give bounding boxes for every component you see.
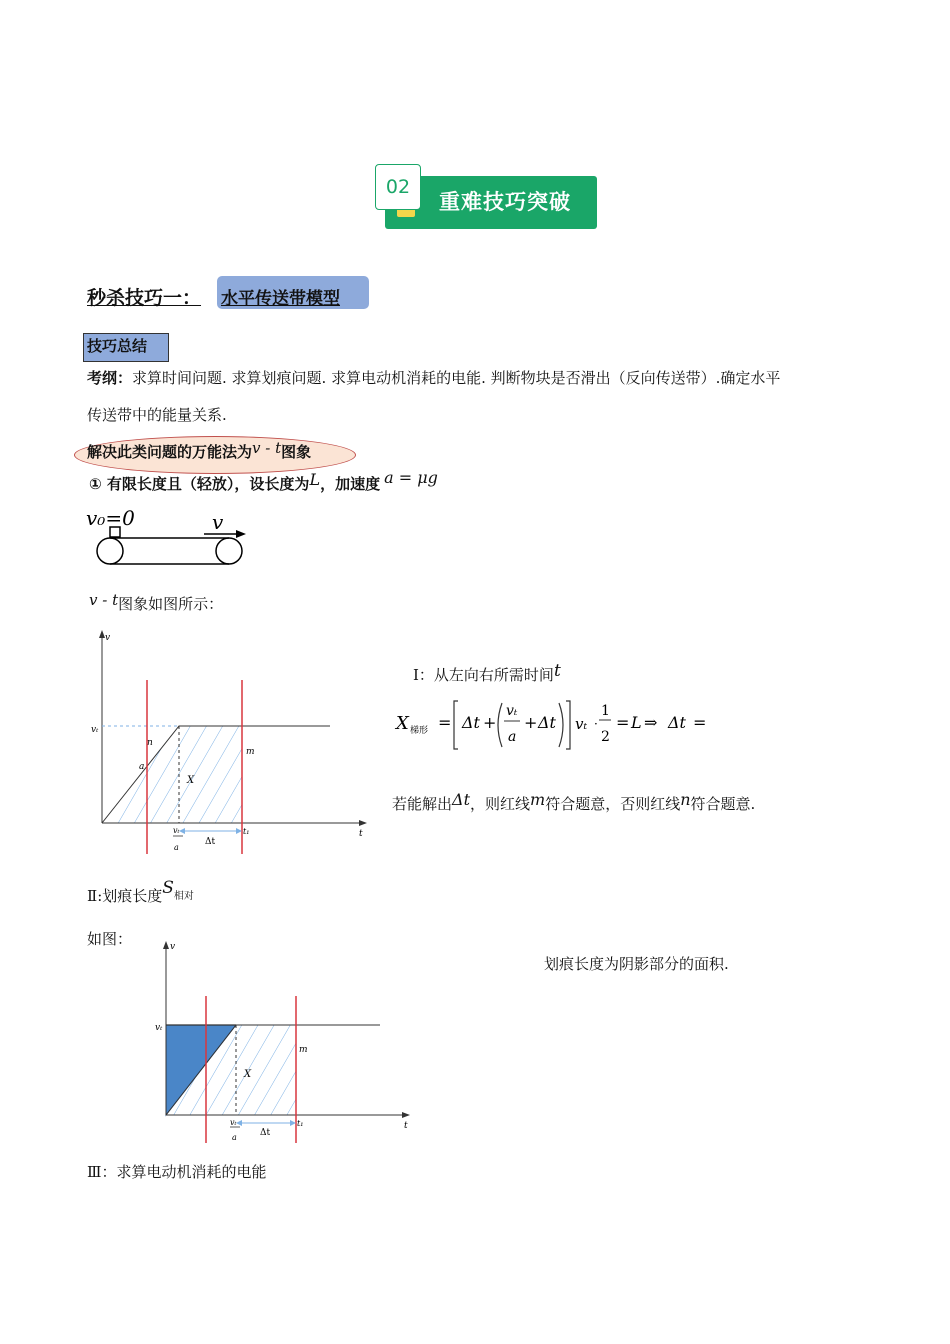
part1-formula: [392, 695, 722, 755]
case1-accel-label: ，加速度: [320, 475, 381, 493]
outline-line-2: 传送带中的能量关系.: [87, 406, 227, 424]
svg-text:=: =: [693, 713, 707, 732]
part2-figure-label: 如图：: [87, 930, 133, 948]
formula-x: X: [396, 713, 409, 734]
part1-heading-text: Ⅰ：从左向右所需时间: [413, 666, 554, 684]
part2-s-sub: 相对: [173, 891, 194, 902]
svg-text:=: =: [438, 713, 452, 732]
outline-label: 考纲：: [87, 369, 133, 387]
vt-caption: [89, 593, 223, 614]
graph1-label-x: X: [187, 775, 195, 786]
graph2-vt-label: vₜ: [155, 1023, 163, 1033]
belt-right-roller: [216, 538, 242, 564]
belt-v-label: v: [212, 510, 224, 534]
cond-dt: Δt: [452, 790, 470, 809]
graph1-label-n: n: [147, 738, 153, 748]
conveyor-belt-diagram: [84, 503, 254, 573]
svg-text:L: L: [631, 713, 642, 732]
section-prefix: 秒杀技巧一：: [87, 287, 202, 309]
graph2-frac-bottom: a: [232, 1133, 237, 1142]
graph2-label-x: X: [244, 1069, 252, 1080]
belt-v0-label: v₀=0: [86, 506, 135, 530]
method-text-after: 图象: [281, 443, 312, 461]
badge-title: 重难技巧突破: [439, 190, 571, 214]
method-statement: [87, 441, 311, 462]
cond-text-4: 符合题意.: [690, 795, 756, 813]
graph1-frac-bottom: a: [174, 843, 179, 852]
part2-note: 划痕长度为阴影部分的面积.: [544, 955, 729, 973]
part2-s-symbol: S: [162, 878, 174, 898]
vt-graph-1: [85, 628, 375, 858]
vt-graph-2: [148, 935, 418, 1150]
badge-number: 02: [375, 164, 421, 210]
case1-length-symbol: L: [309, 470, 321, 489]
cond-m: m: [530, 790, 546, 809]
graph2-axis-t: t: [404, 1121, 408, 1131]
graph1-axis-t: t: [359, 829, 363, 839]
part3-heading: Ⅲ：求算电动机消耗的电能: [87, 1163, 267, 1181]
svg-text:vₜ: vₜ: [506, 703, 518, 719]
graph1-label-m: m: [246, 747, 255, 757]
svg-text:1: 1: [601, 703, 610, 719]
graph1-t1: t₁: [243, 827, 250, 836]
graph1-label-a: a: [139, 762, 145, 772]
part2-heading-text: Ⅱ:划痕长度: [87, 887, 163, 905]
case1-text: ① 有限长度且（轻放），设长度为: [89, 475, 310, 493]
outline-text-1: 求算时间问题. 求算划痕问题. 求算电动机消耗的电能. 判断物块是否滑出（反向传送带）.确定水平: [132, 369, 781, 387]
graph1-frac-top: vₜ: [173, 826, 180, 835]
formula-x-sub: 梯形: [410, 726, 429, 736]
svg-text:2: 2: [601, 729, 610, 745]
graph2-frac-top: vₜ: [230, 1118, 237, 1127]
graph2-dt: Δt: [260, 1128, 271, 1138]
svg-text:Δt: Δt: [538, 713, 556, 732]
graph2-t1: t₁: [297, 1119, 304, 1128]
svg-text:Δt: Δt: [462, 713, 480, 732]
case1-accel-formula: a = μg: [384, 468, 438, 487]
vt-caption-symbol: v - t: [89, 591, 119, 609]
graph1-vt-label: vₜ: [91, 725, 99, 735]
belt-left-roller: [97, 538, 123, 564]
svg-text:vₜ: vₜ: [575, 715, 588, 733]
outline-line-1: [87, 367, 877, 389]
part1-heading: [413, 661, 561, 685]
cond-text-2: ，则红线: [470, 795, 531, 813]
part1-condition: [392, 790, 756, 814]
svg-text:Δt: Δt: [668, 713, 686, 732]
method-text-before: 解决此类问题的万能法为: [87, 443, 253, 461]
cond-n: n: [680, 790, 691, 809]
cond-text-3: 符合题意，否则红线: [545, 795, 681, 813]
method-vt: v - t: [252, 439, 282, 457]
vt-caption-text: 图象如图所示：: [118, 595, 224, 613]
svg-text:=: =: [616, 713, 630, 732]
graph1-trapezoid-area: [102, 726, 242, 823]
svg-text:+: +: [524, 713, 538, 732]
section-title: 水平传送带模型: [221, 289, 340, 309]
graph1-dt: Δt: [205, 837, 216, 847]
graph1-axis-v: v: [105, 633, 111, 643]
part1-t-symbol: t: [553, 661, 561, 681]
svg-text:a: a: [508, 729, 517, 745]
cond-text-1: 若能解出: [392, 795, 453, 813]
graph2-axis-v: v: [170, 942, 176, 952]
svg-text:+: +: [483, 713, 497, 732]
section-badge: [375, 164, 599, 230]
part2-heading: [87, 878, 194, 906]
svg-text:⇒: ⇒: [644, 713, 658, 732]
summary-tag: 技巧总结: [87, 337, 148, 355]
svg-text:·: ·: [594, 717, 598, 731]
graph2-label-m: m: [299, 1045, 308, 1055]
case1-statement: [89, 468, 438, 494]
